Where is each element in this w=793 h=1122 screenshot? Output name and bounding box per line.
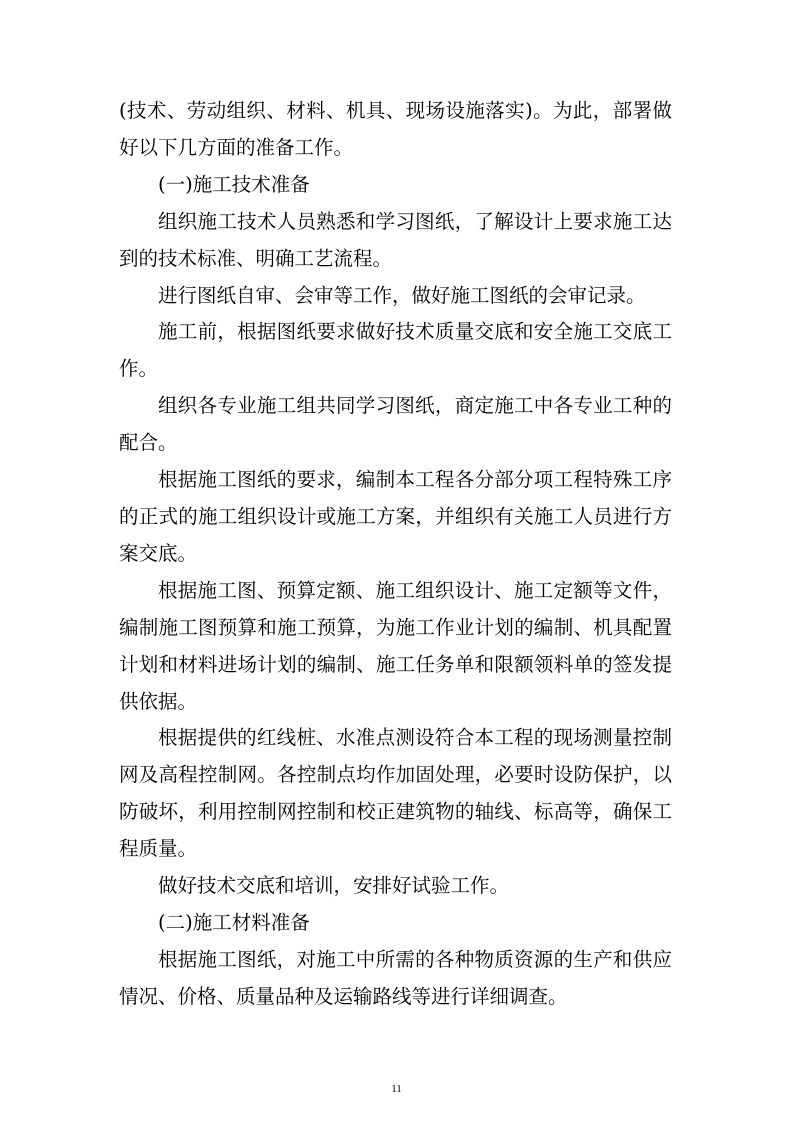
paragraph-5: 施工前，根据图纸要求做好技术质量交底和安全施工交底工作。 <box>119 320 672 381</box>
paragraph-3: 组织施工技术人员熟悉和学习图纸，了解设计上要求施工达到的技术标准、明确工艺流程。 <box>119 209 672 270</box>
paragraph-12: 根据施工图纸，对施工中所需的各种物质资源的生产和供应情况、价格、质量品种及运输路线等进行详细调查。 <box>119 947 672 1008</box>
paragraph-4: 进行图纸自审、会审等工作，做好施工图纸的会审记录。 <box>158 283 646 307</box>
paragraph-1: (技术、劳动组织、材料、机具、现场设施落实)。为此，部署做好以下几方面的准备工作。 <box>119 99 672 159</box>
document-body <box>119 93 672 1016</box>
page-number: 11 <box>391 1083 402 1095</box>
paragraph-6: 组织各专业施工组共同学习图纸，商定施工中各专业工种的配合。 <box>119 394 672 455</box>
paragraph-8: 根据施工图、预算定额、施工组织设计、施工定额等文件，编制施工图预算和施工预算，为施工作业计划的编制、机具配置计划和材料进场计划的编制、施工任务单和限额领料单的签发提供依据。 <box>119 578 672 713</box>
paragraph-10: 做好技术交底和培训，安排好试验工作。 <box>158 874 510 898</box>
section-heading-material-preparation: (二)施工材料准备 <box>158 910 310 934</box>
paragraph-9: 根据提供的红线桩、水准点测设符合本工程的现场测量控制网及高程控制网。各控制点均作加固处理，必要时设防保护，以防破坏，利用控制网控制和校正建筑物的轴线、标高等，确保工程质量。 <box>119 726 672 861</box>
section-heading-technical-preparation: (一)施工技术准备 <box>158 172 310 196</box>
paragraph-7: 根据施工图纸的要求，编制本工程各分部分项工程特殊工序的正式的施工组织设计或施工方案，并组织有关施工人员进行方案交底。 <box>119 468 672 565</box>
